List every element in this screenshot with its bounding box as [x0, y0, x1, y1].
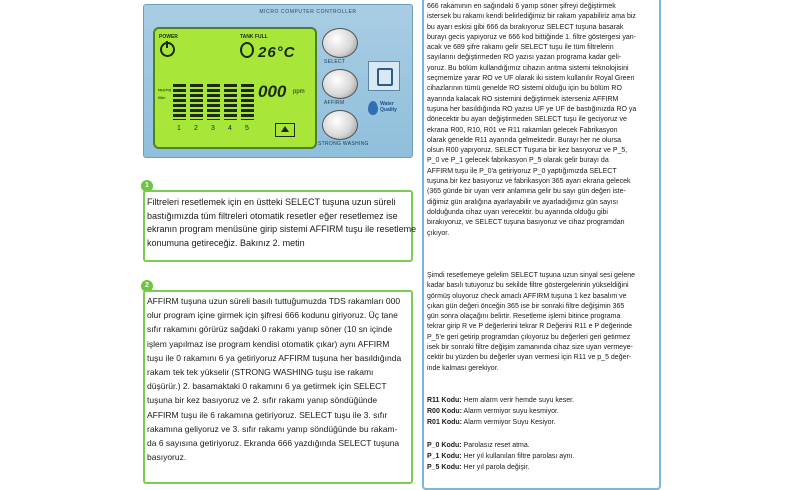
- filter-bar-1: [173, 84, 186, 120]
- water-quality-logo: [368, 97, 402, 127]
- right-line: görmüş oluyoruz check amaclı AFFIRM tuşuna 1 kez basalım ve: [427, 292, 627, 300]
- right-line: tuşuna her basıldığında RO yazısı UF ye UF de bastığınızda RO ya: [427, 105, 637, 113]
- filter-bar-2: [190, 84, 203, 120]
- right-line: burayı gecis yapıyoruz ve 666 kod bittiğinde 1. filtre göstergesi yan-: [427, 33, 636, 41]
- step-2-line: AFFIRM tuşu ile 6 rakamına getiriyoruz. SELECT tuşu ile 3. sıfır: [147, 409, 388, 420]
- device-title: MICRO COMPUTER CONTROLLER: [259, 9, 357, 15]
- right-line: yoruz. Bu bölüm kullandığımız cihazın arıtma sistemi teknolojisini: [427, 64, 629, 72]
- stage-number: 1: [177, 125, 181, 132]
- step-2-line: düşürür.) 2. basamaktaki 0 rakamını 6 ya getirmek için SELECT: [147, 381, 387, 392]
- controller-panel-image: [143, 4, 413, 158]
- filter-bar-3: [207, 84, 220, 120]
- right-line: 666 rakamının en sağındaki 6 yanıp söner şifreyi değiştirmek: [427, 3, 616, 10]
- step-1-line: bastığımızda tüm filtreleri otomatik resetler eğer resetlemez ise: [147, 210, 398, 221]
- code-r01: R01 Kodu: Alarm vermiyor Suyu Kesiyor.: [427, 419, 556, 426]
- select-button[interactable]: [322, 28, 358, 58]
- tank-full-label: TANK FULL: [240, 34, 268, 40]
- step-2-line: rakamına geliyoruz ve 3. sıfır rakamı yanıp söndüğünde bu rakam-: [147, 423, 398, 434]
- right-line: acak ve 689 şifre rakamı gelir SELECT tuşu ile tüm filtrelerin: [427, 44, 614, 52]
- right-line: ekrana R00, R10, R01 ve R11 rakamları gelecek Fabrikasyon: [427, 126, 618, 134]
- step-1-line: ekranın program menüsüne girip sistemi AFFIRM tuşu ile resetleme: [147, 224, 417, 235]
- step-1-line: Filtreleri resetlemek için en üstteki SELECT tuşuna uzun süreli: [147, 197, 396, 207]
- affirm-label: AFFIRM: [324, 100, 345, 106]
- right-line: gün sonra olaçağını belirtir. Resetleme işlemi bitince programa: [427, 313, 621, 321]
- affirm-button[interactable]: [322, 69, 358, 99]
- right-paragraph-1: [427, 2, 653, 239]
- code-p1: P_1 Kodu: Her yıl kullanılan filtre parolası aynı.: [427, 453, 575, 460]
- stage-number: 5: [245, 125, 249, 132]
- right-line: tuşuna bir kez basıyoruz ve fabrikasyon 365 ayarı ekrana gelecek: [427, 178, 631, 186]
- step-1-text: [147, 196, 416, 250]
- ppm-unit: ppm: [293, 89, 305, 95]
- step-1-line: konumuna getireceğiz. Bakınız 2. metin: [147, 237, 305, 248]
- strong-washing-label: STRONG WASHING: [318, 141, 369, 147]
- right-line: cihazlarının tümü genelde RO sistemi olduğu için bu bölüm RO: [427, 85, 622, 93]
- select-label: SELECT: [324, 59, 346, 65]
- right-line: istersek bu rakamı kendi belirlediğimiz bir rakam yapabiliriz ama biz: [427, 13, 636, 21]
- water-drop-icon: [368, 101, 378, 115]
- step-1-badge: 1: [141, 180, 153, 192]
- strong-washing-button[interactable]: [322, 110, 358, 140]
- right-line: ayarında kalacak RO sistemini değiştirmek isterseniz AFFIRM: [427, 95, 619, 103]
- right-line: sayılarını değiştirmeden RO yazısı yazan programa kadar geli-: [427, 54, 622, 62]
- right-line: cektir bu yüzden bu değerler uyarı vermesi için R11 ve p_5 değer-: [427, 354, 632, 362]
- right-line: seçmemize yarar RO ve UF olarak iki sistem kullanılır Royal Green: [427, 75, 635, 83]
- brand-line-1: Water: [380, 101, 394, 107]
- flush-icon: [275, 123, 295, 137]
- stage-number: 4: [228, 125, 232, 132]
- power-label: POWER: [159, 34, 178, 40]
- right-line: Şimdi resetlemeye gelelim SELECT tuşuna uzun sinyal sesi gelene: [427, 272, 636, 279]
- right-line: P_0 ve P_1 gelecek fabrikasyon P_5 olarak gelir burayı da: [427, 157, 609, 165]
- step-2-line: da 6 sayısına getiriyoruz. Ekranda 666 yazdığında SELECT tuşuna: [147, 438, 400, 449]
- step-2-line: işlem yapılmaz ise program kendisi otomatik çıkar) aynı AFFIRM: [147, 338, 390, 349]
- ppm-readout: 000: [258, 82, 287, 101]
- side-label-filter: filter: [158, 95, 166, 100]
- filter-bar-4: [224, 84, 237, 120]
- right-line: olsun R00 yapıyoruz. SELECT Tuşuna bir kez basıyoruz ve P_5,: [427, 147, 628, 155]
- filter-bar-5: [241, 84, 254, 120]
- code-r00: R00 Kodu: Alarm vermiyor suyu kesmiyor.: [427, 408, 559, 415]
- step-2-line: tuşuna bir kez basıyoruz ve 2. sıfır rakamı yanıp söndüğünde: [147, 395, 378, 406]
- right-line: (365 günde bir uyarı verir anlamına gelir bu sayı gün değeri iste-: [427, 188, 626, 196]
- step-2-line: basıyoruz.: [147, 452, 187, 463]
- right-line: inde kalması gerekiyor.: [427, 364, 499, 372]
- lcd-display: [153, 27, 317, 149]
- power-icon: [160, 42, 175, 57]
- step-2-text: [147, 294, 401, 464]
- stage-number: 2: [194, 125, 198, 132]
- right-line: olarak genelde R11 ayarında gelmektedir. Burayı her ne olursa: [427, 136, 622, 144]
- right-paragraph-2: [427, 271, 653, 374]
- right-line: çıkıyor.: [427, 229, 450, 237]
- code-p5: P_5 Kodu: Her yıl parola değişir.: [427, 464, 530, 471]
- right-line: diğimiz gün aralığına ayarlayabilir ve ayarladığımız gün sayısı: [427, 198, 619, 206]
- step-2-line: AFFIRM tuşuna uzun süreli basılı tuttuğumuzda TDS rakamları 000: [147, 296, 401, 306]
- right-line: AFFIRM tuşu ile P_0'a getiriyoruz P_0 yaptığımızda SELECT: [427, 167, 617, 175]
- right-line: çıkan gün değeri önceğin 365 ise bir sonraki filtre değişimin 365: [427, 302, 625, 310]
- step-2-line: tuşu ile 0 rakamını 6 ya getiriyoruz AFFIRM tuşuna her basıldığında: [147, 352, 402, 363]
- step-2-line: sıfır rakamını görürüz sağdaki 0 rakamı yanıp söner (10 sn içinde: [147, 324, 393, 335]
- right-line: P_5'e geri getirip programdan çıkıyoruz bu değerleri geri getirmez: [427, 333, 631, 341]
- right-line: isek bir sonraki filtre değişim zamanında cihaz size uyarı vermeye-: [427, 344, 633, 352]
- code-r11: R11 Kodu: Hem alarm verir hemde suyu keser.: [427, 397, 575, 404]
- right-line: bu ayarı eskisi gibi 666 da bırakıyoruz SELECT tuşuna basarak: [427, 23, 624, 31]
- right-line: dönecektir bu ayarı değiştirmeden SELECT tuşu ile geciyoruz ve: [427, 116, 627, 124]
- brand-logo-icon: [368, 61, 400, 91]
- step-2-line: olur program içine girmek için şifresi 666 kodunu giriyoruz. Üç tane: [147, 310, 398, 321]
- right-line: dolduğunda cihaz uyarı verecektir. bu ayarında olduğu gibi: [427, 208, 608, 216]
- side-label-tapping: tapping: [158, 87, 172, 92]
- tank-icon: [240, 42, 254, 58]
- right-line: tekrar girip R ve P değerlerini tekrar R Değerini R11 e P değerinde: [427, 323, 633, 331]
- brand-line-2: Quality: [380, 107, 397, 113]
- temperature-readout: 26°C: [258, 44, 296, 61]
- step-2-line: rakam tek tek yükselir (STRONG WASHING tuşu ise rakamı: [147, 367, 374, 378]
- step-2-badge: 2: [141, 280, 153, 292]
- stage-number: 3: [211, 125, 215, 132]
- code-p0: P_0 Kodu: Parolasız reset atma.: [427, 442, 530, 449]
- right-line: bırakıyoruz, ve SELECT tuşuna basıyoruz ve cihaz programdan: [427, 219, 625, 227]
- right-line: kadar basılı tutuyoruz bu sekilde filtre göstergelerinin yükseldiğini: [427, 282, 629, 290]
